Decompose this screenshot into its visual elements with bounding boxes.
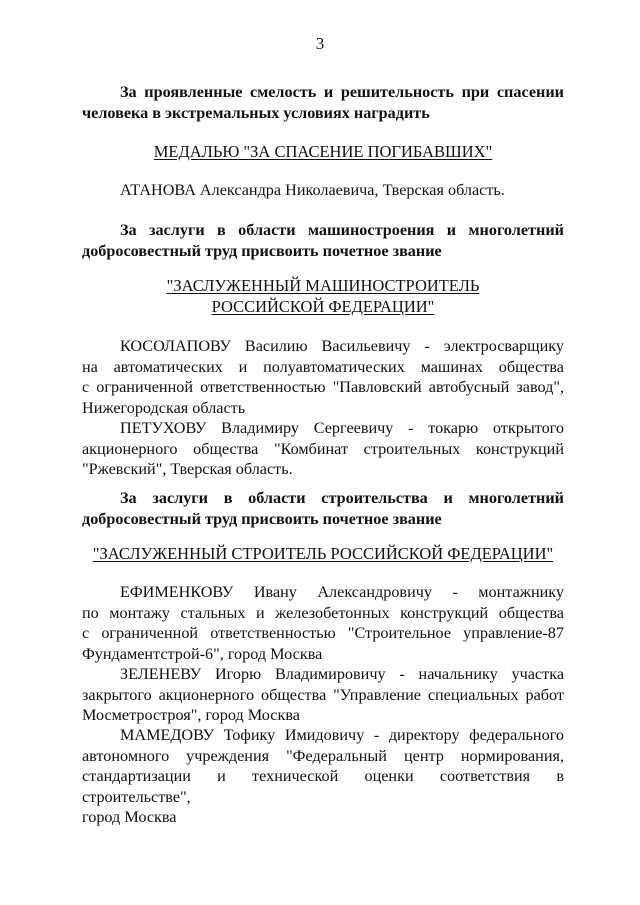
section2-award-title bbox=[82, 276, 564, 317]
award-title-text: РОССИЙСКОЙ ФЕДЕРАЦИИ" bbox=[211, 296, 435, 316]
section3-recipient-3 bbox=[82, 725, 564, 828]
award-title-line bbox=[82, 297, 564, 318]
recipient-line: МАМЕДОВУ Тофику Имидовичу - директору федерального bbox=[120, 726, 564, 744]
section1-intro-line: человека в экстремальных условиях наградить bbox=[82, 103, 430, 122]
section2-recipient-2 bbox=[82, 418, 564, 480]
recipient-line: Мосметростроя", город Москва bbox=[82, 706, 300, 724]
section3-recipient-2 bbox=[82, 664, 564, 726]
section2-intro bbox=[82, 220, 564, 261]
recipient-line: с ограниченной ответственностью "Павловский автобусный завод", bbox=[82, 378, 564, 396]
recipient-line: АТАНОВА Александра Николаевича, Тверская область. bbox=[120, 181, 505, 199]
recipient-line: "Ржевский", Тверская область. bbox=[82, 460, 293, 478]
recipient-line: ЗЕЛЕНЕВУ Игорю Владимировичу - начальнику участка bbox=[120, 665, 564, 683]
section1-intro-line: За проявленные смелость и решительность при спасении bbox=[120, 83, 564, 101]
recipient-line: город Москва bbox=[82, 808, 177, 826]
recipient-line: закрытого акционерного общества "Управление специальных работ bbox=[82, 685, 564, 704]
section3-intro-line: За заслуги в области строительства и многолетний bbox=[120, 489, 564, 507]
section1-recipient bbox=[82, 180, 564, 201]
award-title-text: МЕДАЛЬЮ "ЗА СПАСЕНИЕ ПОГИБАВШИХ" bbox=[153, 142, 493, 161]
section3-recipient-1 bbox=[82, 582, 564, 664]
recipient-line: Фундаментстрой-6", город Москва bbox=[82, 644, 323, 663]
recipient-line: стандартизации и технической оценки соответствия в строительстве", bbox=[82, 767, 564, 806]
recipient-line: ПЕТУХОВУ Владимиру Сергеевичу - токарю открытого bbox=[120, 419, 564, 437]
section1-intro bbox=[82, 82, 564, 123]
recipient-line: КОСОЛАПОВУ Василию Васильевичу - электросварщику bbox=[120, 337, 564, 355]
recipient-line: ЕФИМЕНКОВУ Ивану Александровичу - монтажнику bbox=[120, 583, 564, 601]
section2-recipient-1 bbox=[82, 336, 564, 418]
award-title-text: "ЗАСЛУЖЕННЫЙ СТРОИТЕЛЬ РОССИЙСКОЙ ФЕДЕРАЦИИ" bbox=[92, 544, 554, 563]
section3-intro-line: добросовестный труд присвоить почетное звание bbox=[82, 509, 442, 528]
recipient-line: с ограниченной ответственностью "Строительное управление-87 bbox=[82, 624, 564, 642]
recipient-line: на автоматических и полуавтоматических машинах общества bbox=[82, 357, 564, 376]
section1-award-title bbox=[82, 142, 564, 163]
recipient-line: автономного учреждения "Федеральный центр нормирования, bbox=[82, 746, 564, 765]
section3-award-title bbox=[82, 544, 564, 565]
section2-intro-line: добросовестный труд присвоить почетное звание bbox=[82, 241, 442, 260]
section3-intro bbox=[82, 488, 564, 529]
section2-intro-line: За заслуги в области машиностроения и многолетний bbox=[120, 221, 564, 239]
page-number: 3 bbox=[315, 34, 325, 53]
award-title-line bbox=[82, 276, 564, 297]
recipient-line: Нижегородская область bbox=[82, 398, 246, 417]
recipient-line: по монтажу стальных и железобетонных конструкций общества bbox=[82, 603, 564, 622]
award-title-text: "ЗАСЛУЖЕННЫЙ МАШИНОСТРОИТЕЛЬ bbox=[166, 276, 480, 295]
recipient-line: акционерного общества "Комбинат строительных конструкций bbox=[82, 439, 564, 458]
